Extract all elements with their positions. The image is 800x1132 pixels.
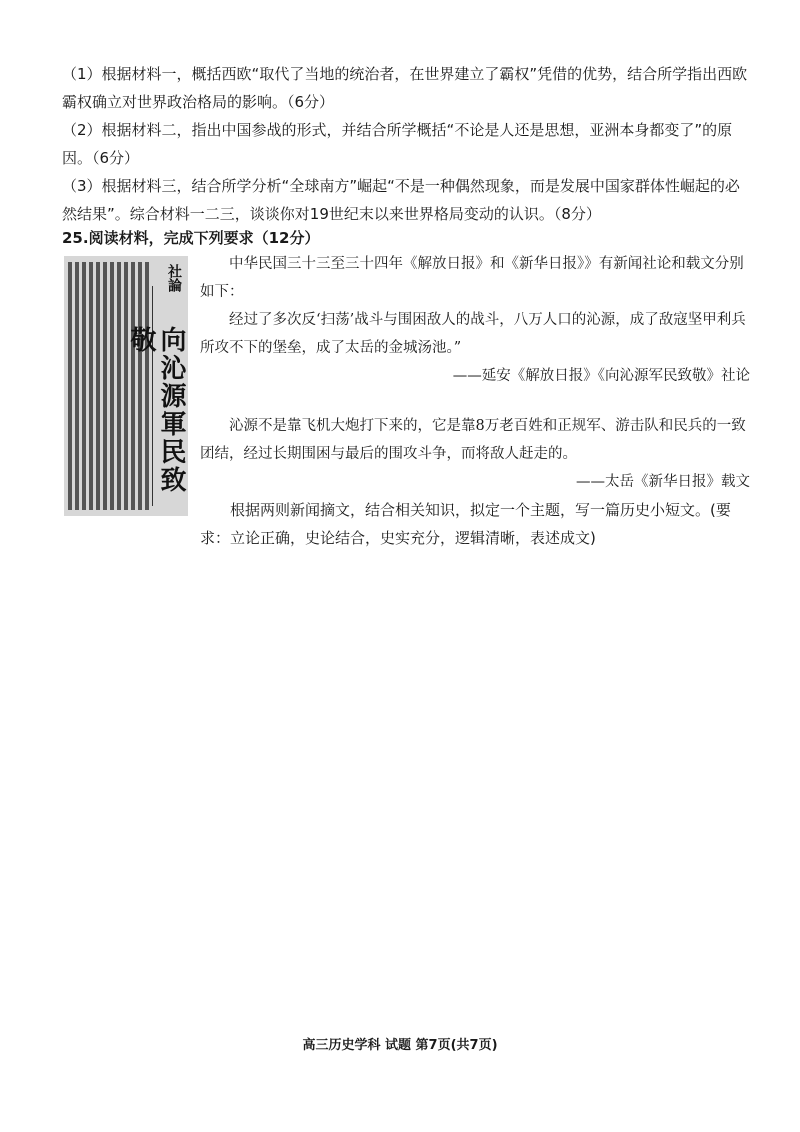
material-source-1: ——延安《解放日报》《向沁源军民致敬》社论	[452, 368, 750, 384]
clipping-title: 向沁源軍民致敬	[126, 326, 186, 494]
question-block	[62, 60, 752, 228]
question-1: （1）根据材料一，概括西欧“取代了当地的统治者，在世界建立了霸权”凭借的优势，结合所学指出西欧霸权确立对世界政治格局的影响。（6分）	[62, 65, 748, 111]
question-25-task: 根据两则新闻摘文，结合相关知识，拟定一个主题，写一篇历史小短文。(要求：立论正确，史论结合，史实充分，逻辑清晰，表述成文)	[200, 501, 731, 547]
question-2: （2）根据材料二，指出中国参战的形式，并结合所学概括“不论是人还是思想，亚洲本身都变了”的原因。（6分）	[62, 121, 733, 167]
question-25-heading: 25.阅读材料，完成下列要求（12分）	[62, 229, 320, 247]
page-footer: 高三历史学科 试题 第7页(共7页)	[302, 1038, 498, 1053]
clipping-tag: 社論	[166, 264, 182, 292]
material-intro: 中华民国三十三至三十四年《解放日报》和《新华日报》》有新闻社论和载文分别如下：	[200, 256, 744, 300]
material-source-2: ——太岳《新华日报》载文	[576, 474, 750, 490]
material-quote-2: 沁源不是靠飞机大炮打下来的，它是靠8万老百姓和正规军、游击队和民兵的一致团结，经过长期围困与最后的围攻斗争，而将敌人赶走的。	[200, 418, 746, 462]
clipping-divider	[152, 286, 153, 506]
clipping-body-text	[68, 262, 150, 510]
material-quote-1: 经过了多次反‘扫荡’战斗与围困敌人的战斗，八万人口的沁源，成了敌寇坚甲利兵所攻不下的堡垒，成了太岳的金城汤池。”	[200, 312, 746, 356]
newspaper-clipping-image	[64, 256, 188, 516]
question-3: （3）根据材料三，结合所学分析“全球南方”崛起“不是一种偶然现象，而是发展中国家群体性崛起的必然结果”。综合材料一二三，谈谈你对19世纪末以来世界格局变动的认识。（8分）	[62, 177, 740, 223]
material-text	[200, 250, 750, 552]
